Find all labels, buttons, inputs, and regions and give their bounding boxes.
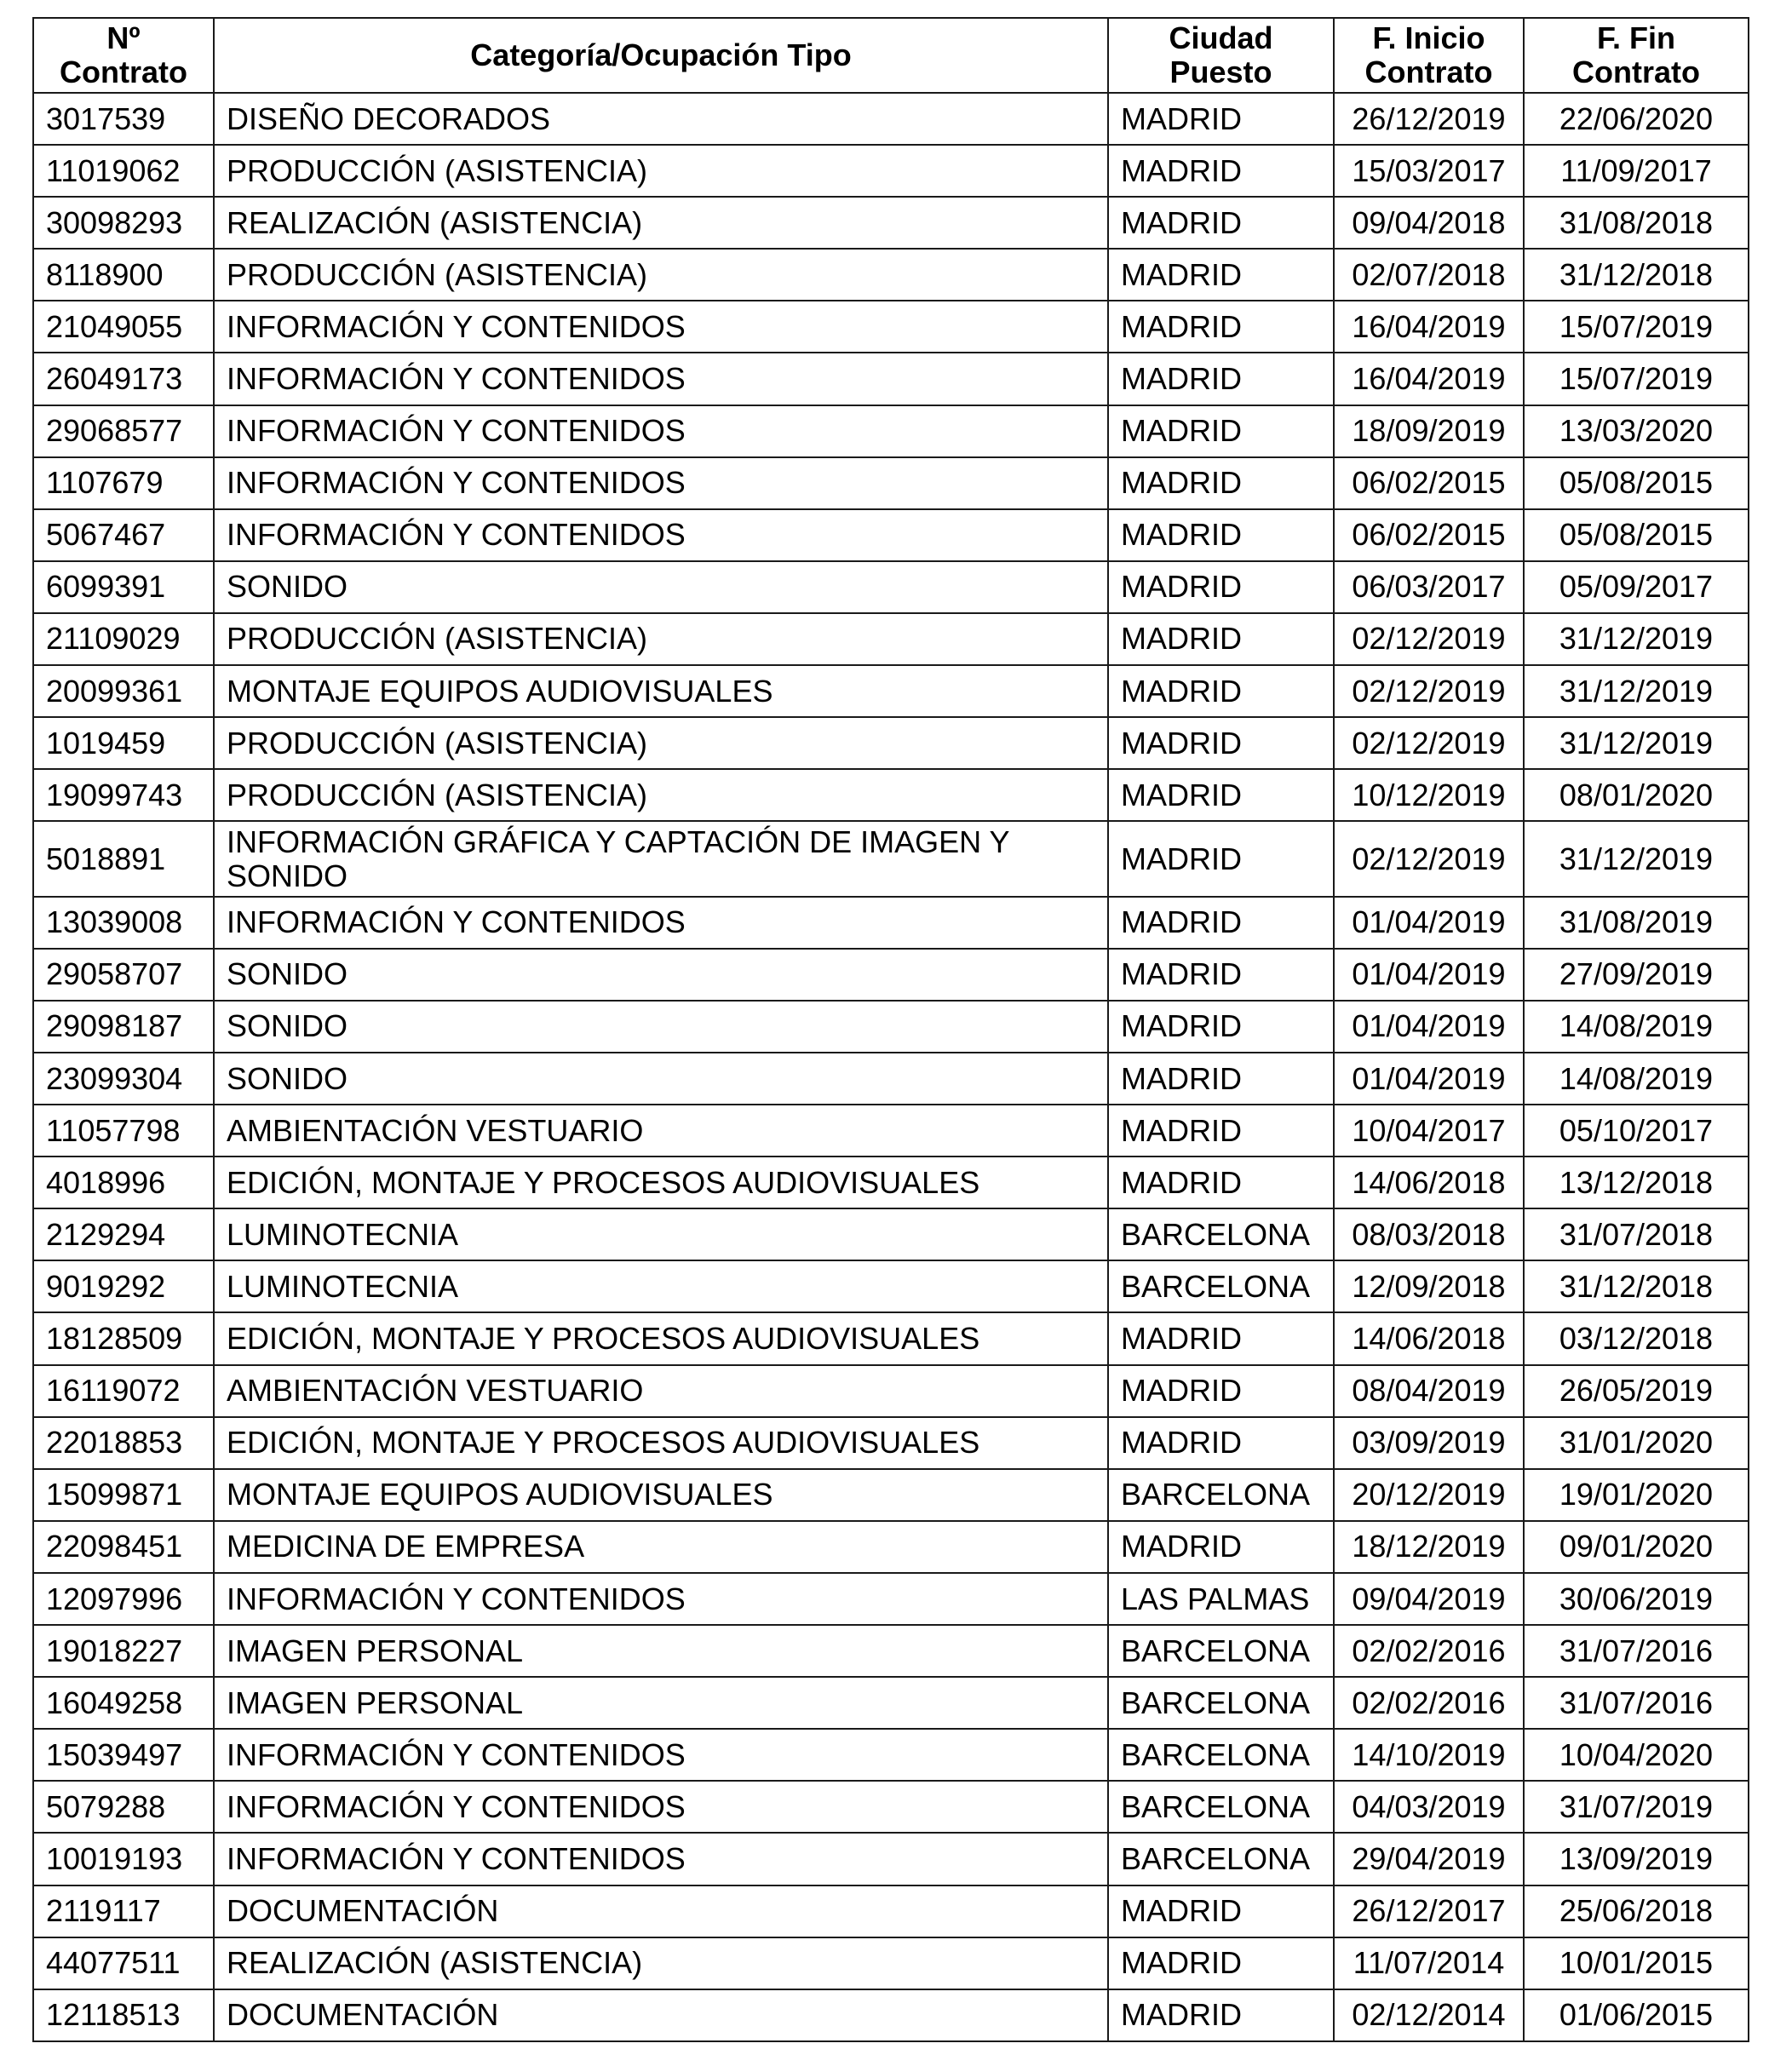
city-cell: MADRID [1108, 897, 1334, 949]
table-row [33, 1312, 1749, 1364]
table-row [33, 353, 1749, 405]
start-date-cell: 02/02/2016 [1334, 1677, 1524, 1729]
category-cell: SONIDO [214, 1001, 1108, 1053]
category-cell: SONIDO [214, 561, 1108, 613]
category-cell: INFORMACIÓN Y CONTENIDOS [214, 457, 1108, 509]
end-date-cell: 31/01/2020 [1524, 1417, 1749, 1469]
city-cell: MADRID [1108, 1989, 1334, 2041]
end-date-cell: 27/09/2019 [1524, 949, 1749, 1001]
category-cell: PRODUCCIÓN (ASISTENCIA) [214, 249, 1108, 301]
header-fin: F. Fin Contrato [1524, 18, 1749, 93]
end-date-cell: 05/09/2017 [1524, 561, 1749, 613]
category-cell: DOCUMENTACIÓN [214, 1885, 1108, 1937]
contracts-table [32, 17, 1749, 2042]
end-date-cell: 10/04/2020 [1524, 1729, 1749, 1781]
city-cell: BARCELONA [1108, 1833, 1334, 1885]
start-date-cell: 01/04/2019 [1334, 897, 1524, 949]
start-date-cell: 06/02/2015 [1334, 457, 1524, 509]
contract-number-cell: 6099391 [33, 561, 214, 613]
contract-number-cell: 44077511 [33, 1937, 214, 1989]
contract-number-cell: 5079288 [33, 1781, 214, 1833]
start-date-cell: 02/12/2019 [1334, 613, 1524, 665]
table-row [33, 1469, 1749, 1521]
category-cell: AMBIENTACIÓN VESTUARIO [214, 1105, 1108, 1157]
city-cell: BARCELONA [1108, 1729, 1334, 1781]
city-cell: MADRID [1108, 249, 1334, 301]
start-date-cell: 01/04/2019 [1334, 1001, 1524, 1053]
contract-number-cell: 2119117 [33, 1885, 214, 1937]
contract-number-cell: 1107679 [33, 457, 214, 509]
category-cell: SONIDO [214, 1053, 1108, 1105]
contract-number-cell: 16049258 [33, 1677, 214, 1729]
table-row [33, 1208, 1749, 1260]
city-cell: MADRID [1108, 613, 1334, 665]
start-date-cell: 08/04/2019 [1334, 1365, 1524, 1417]
start-date-cell: 06/02/2015 [1334, 509, 1524, 561]
table-row [33, 897, 1749, 949]
category-cell: AMBIENTACIÓN VESTUARIO [214, 1365, 1108, 1417]
category-cell: PRODUCCIÓN (ASISTENCIA) [214, 769, 1108, 821]
end-date-cell: 31/08/2019 [1524, 897, 1749, 949]
end-date-cell: 30/06/2019 [1524, 1573, 1749, 1625]
table-row [33, 1365, 1749, 1417]
table-row [33, 1105, 1749, 1157]
city-cell: MADRID [1108, 949, 1334, 1001]
start-date-cell: 18/09/2019 [1334, 405, 1524, 457]
start-date-cell: 15/03/2017 [1334, 145, 1524, 197]
city-cell: MADRID [1108, 821, 1334, 896]
city-cell: MADRID [1108, 1885, 1334, 1937]
start-date-cell: 04/03/2019 [1334, 1781, 1524, 1833]
contract-number-cell: 22098451 [33, 1521, 214, 1573]
end-date-cell: 13/09/2019 [1524, 1833, 1749, 1885]
table-row [33, 197, 1749, 249]
category-cell: INFORMACIÓN Y CONTENIDOS [214, 353, 1108, 405]
contract-number-cell: 15039497 [33, 1729, 214, 1781]
start-date-cell: 02/12/2019 [1334, 665, 1524, 717]
table-row [33, 613, 1749, 665]
city-cell: MADRID [1108, 1365, 1334, 1417]
header-ciudad: Ciudad Puesto [1108, 18, 1334, 93]
contract-number-cell: 29098187 [33, 1001, 214, 1053]
end-date-cell: 31/07/2018 [1524, 1208, 1749, 1260]
start-date-cell: 09/04/2019 [1334, 1573, 1524, 1625]
city-cell: MADRID [1108, 1312, 1334, 1364]
start-date-cell: 02/12/2019 [1334, 717, 1524, 769]
contract-number-cell: 30098293 [33, 197, 214, 249]
end-date-cell: 14/08/2019 [1524, 1053, 1749, 1105]
start-date-cell: 14/10/2019 [1334, 1729, 1524, 1781]
end-date-cell: 31/12/2019 [1524, 717, 1749, 769]
city-cell: MADRID [1108, 561, 1334, 613]
city-cell: MADRID [1108, 457, 1334, 509]
category-cell: SONIDO [214, 949, 1108, 1001]
contract-number-cell: 9019292 [33, 1260, 214, 1312]
table-row [33, 1521, 1749, 1573]
end-date-cell: 15/07/2019 [1524, 301, 1749, 353]
start-date-cell: 03/09/2019 [1334, 1417, 1524, 1469]
contract-number-cell: 29058707 [33, 949, 214, 1001]
table-row [33, 1625, 1749, 1677]
start-date-cell: 12/09/2018 [1334, 1260, 1524, 1312]
category-cell: PRODUCCIÓN (ASISTENCIA) [214, 145, 1108, 197]
table-row [33, 1989, 1749, 2041]
contract-number-cell: 23099304 [33, 1053, 214, 1105]
start-date-cell: 10/04/2017 [1334, 1105, 1524, 1157]
table-row [33, 1937, 1749, 1989]
table-row [33, 717, 1749, 769]
table-row [33, 821, 1749, 896]
city-cell: BARCELONA [1108, 1625, 1334, 1677]
start-date-cell: 09/04/2018 [1334, 197, 1524, 249]
city-cell: MADRID [1108, 301, 1334, 353]
city-cell: BARCELONA [1108, 1208, 1334, 1260]
city-cell: MADRID [1108, 1937, 1334, 1989]
header-categoria: Categoría/Ocupación Tipo [214, 18, 1108, 93]
city-cell: MADRID [1108, 769, 1334, 821]
end-date-cell: 05/08/2015 [1524, 457, 1749, 509]
contract-number-cell: 11019062 [33, 145, 214, 197]
end-date-cell: 22/06/2020 [1524, 93, 1749, 145]
start-date-cell: 29/04/2019 [1334, 1833, 1524, 1885]
contract-number-cell: 5067467 [33, 509, 214, 561]
category-cell: REALIZACIÓN (ASISTENCIA) [214, 1937, 1108, 1989]
end-date-cell: 26/05/2019 [1524, 1365, 1749, 1417]
contract-number-cell: 22018853 [33, 1417, 214, 1469]
category-cell: INFORMACIÓN Y CONTENIDOS [214, 405, 1108, 457]
table-row [33, 1833, 1749, 1885]
city-cell: MADRID [1108, 1157, 1334, 1208]
category-cell: INFORMACIÓN Y CONTENIDOS [214, 1729, 1108, 1781]
city-cell: LAS PALMAS [1108, 1573, 1334, 1625]
contract-number-cell: 20099361 [33, 665, 214, 717]
table-row [33, 1157, 1749, 1208]
city-cell: BARCELONA [1108, 1781, 1334, 1833]
city-cell: MADRID [1108, 1521, 1334, 1573]
category-cell: MONTAJE EQUIPOS AUDIOVISUALES [214, 665, 1108, 717]
header-contrato: Nº Contrato [33, 18, 214, 93]
end-date-cell: 13/03/2020 [1524, 405, 1749, 457]
start-date-cell: 01/04/2019 [1334, 949, 1524, 1001]
city-cell: MADRID [1108, 353, 1334, 405]
table-row [33, 301, 1749, 353]
end-date-cell: 31/12/2019 [1524, 821, 1749, 896]
contract-number-cell: 18128509 [33, 1312, 214, 1364]
start-date-cell: 26/12/2017 [1334, 1885, 1524, 1937]
category-cell: INFORMACIÓN Y CONTENIDOS [214, 301, 1108, 353]
end-date-cell: 03/12/2018 [1524, 1312, 1749, 1364]
city-cell: MADRID [1108, 717, 1334, 769]
table-row [33, 949, 1749, 1001]
end-date-cell: 01/06/2015 [1524, 1989, 1749, 2041]
category-cell: INFORMACIÓN GRÁFICA Y CAPTACIÓN DE IMAGEN Y SONIDO [214, 821, 1108, 896]
category-cell: IMAGEN PERSONAL [214, 1625, 1108, 1677]
category-cell: IMAGEN PERSONAL [214, 1677, 1108, 1729]
category-cell: EDICIÓN, MONTAJE Y PROCESOS AUDIOVISUALES [214, 1312, 1108, 1364]
end-date-cell: 31/07/2019 [1524, 1781, 1749, 1833]
table-row [33, 249, 1749, 301]
city-cell: MADRID [1108, 145, 1334, 197]
city-cell: MADRID [1108, 1105, 1334, 1157]
start-date-cell: 14/06/2018 [1334, 1157, 1524, 1208]
category-cell: INFORMACIÓN Y CONTENIDOS [214, 509, 1108, 561]
city-cell: MADRID [1108, 197, 1334, 249]
city-cell: MADRID [1108, 665, 1334, 717]
contract-number-cell: 26049173 [33, 353, 214, 405]
end-date-cell: 31/12/2019 [1524, 613, 1749, 665]
end-date-cell: 25/06/2018 [1524, 1885, 1749, 1937]
city-cell: MADRID [1108, 1001, 1334, 1053]
start-date-cell: 26/12/2019 [1334, 93, 1524, 145]
start-date-cell: 02/07/2018 [1334, 249, 1524, 301]
start-date-cell: 16/04/2019 [1334, 353, 1524, 405]
end-date-cell: 31/07/2016 [1524, 1625, 1749, 1677]
city-cell: BARCELONA [1108, 1677, 1334, 1729]
category-cell: INFORMACIÓN Y CONTENIDOS [214, 1833, 1108, 1885]
contract-number-cell: 21109029 [33, 613, 214, 665]
city-cell: BARCELONA [1108, 1469, 1334, 1521]
start-date-cell: 02/12/2014 [1334, 1989, 1524, 2041]
contract-number-cell: 29068577 [33, 405, 214, 457]
table-body [33, 93, 1749, 2041]
table-row [33, 145, 1749, 197]
table-row [33, 665, 1749, 717]
end-date-cell: 05/10/2017 [1524, 1105, 1749, 1157]
table-row [33, 1053, 1749, 1105]
contract-number-cell: 16119072 [33, 1365, 214, 1417]
contract-number-cell: 13039008 [33, 897, 214, 949]
category-cell: EDICIÓN, MONTAJE Y PROCESOS AUDIOVISUALES [214, 1157, 1108, 1208]
table-row [33, 1781, 1749, 1833]
contract-number-cell: 4018996 [33, 1157, 214, 1208]
city-cell: MADRID [1108, 405, 1334, 457]
end-date-cell: 31/12/2018 [1524, 249, 1749, 301]
city-cell: MADRID [1108, 1417, 1334, 1469]
table-row [33, 1260, 1749, 1312]
category-cell: MONTAJE EQUIPOS AUDIOVISUALES [214, 1469, 1108, 1521]
city-cell: MADRID [1108, 93, 1334, 145]
header-row [33, 18, 1749, 93]
contract-number-cell: 5018891 [33, 821, 214, 896]
table-row [33, 509, 1749, 561]
table-row [33, 1885, 1749, 1937]
table-row [33, 1001, 1749, 1053]
contract-number-cell: 11057798 [33, 1105, 214, 1157]
contract-number-cell: 19018227 [33, 1625, 214, 1677]
start-date-cell: 02/12/2019 [1334, 821, 1524, 896]
category-cell: DOCUMENTACIÓN [214, 1989, 1108, 2041]
city-cell: MADRID [1108, 1053, 1334, 1105]
contract-number-cell: 3017539 [33, 93, 214, 145]
contract-number-cell: 19099743 [33, 769, 214, 821]
city-cell: MADRID [1108, 509, 1334, 561]
contract-number-cell: 1019459 [33, 717, 214, 769]
category-cell: PRODUCCIÓN (ASISTENCIA) [214, 717, 1108, 769]
category-cell: INFORMACIÓN Y CONTENIDOS [214, 1573, 1108, 1625]
end-date-cell: 31/08/2018 [1524, 197, 1749, 249]
end-date-cell: 13/12/2018 [1524, 1157, 1749, 1208]
start-date-cell: 06/03/2017 [1334, 561, 1524, 613]
contract-number-cell: 12097996 [33, 1573, 214, 1625]
contract-number-cell: 15099871 [33, 1469, 214, 1521]
start-date-cell: 02/02/2016 [1334, 1625, 1524, 1677]
start-date-cell: 10/12/2019 [1334, 769, 1524, 821]
category-cell: LUMINOTECNIA [214, 1260, 1108, 1312]
category-cell: REALIZACIÓN (ASISTENCIA) [214, 197, 1108, 249]
contract-number-cell: 8118900 [33, 249, 214, 301]
end-date-cell: 15/07/2019 [1524, 353, 1749, 405]
table-row [33, 405, 1749, 457]
table-row [33, 1729, 1749, 1781]
header-inicio: F. Inicio Contrato [1334, 18, 1524, 93]
end-date-cell: 31/07/2016 [1524, 1677, 1749, 1729]
contract-number-cell: 2129294 [33, 1208, 214, 1260]
table-row [33, 769, 1749, 821]
start-date-cell: 14/06/2018 [1334, 1312, 1524, 1364]
start-date-cell: 20/12/2019 [1334, 1469, 1524, 1521]
table-row [33, 93, 1749, 145]
table-row [33, 1573, 1749, 1625]
table-row [33, 1417, 1749, 1469]
category-cell: INFORMACIÓN Y CONTENIDOS [214, 897, 1108, 949]
end-date-cell: 08/01/2020 [1524, 769, 1749, 821]
end-date-cell: 05/08/2015 [1524, 509, 1749, 561]
table-header [33, 18, 1749, 93]
end-date-cell: 19/01/2020 [1524, 1469, 1749, 1521]
contract-number-cell: 12118513 [33, 1989, 214, 2041]
start-date-cell: 01/04/2019 [1334, 1053, 1524, 1105]
end-date-cell: 31/12/2019 [1524, 665, 1749, 717]
category-cell: LUMINOTECNIA [214, 1208, 1108, 1260]
table-row [33, 561, 1749, 613]
end-date-cell: 11/09/2017 [1524, 145, 1749, 197]
category-cell: DISEÑO DECORADOS [214, 93, 1108, 145]
category-cell: PRODUCCIÓN (ASISTENCIA) [214, 613, 1108, 665]
contract-number-cell: 21049055 [33, 301, 214, 353]
start-date-cell: 08/03/2018 [1334, 1208, 1524, 1260]
start-date-cell: 18/12/2019 [1334, 1521, 1524, 1573]
category-cell: EDICIÓN, MONTAJE Y PROCESOS AUDIOVISUALES [214, 1417, 1108, 1469]
table-row [33, 1677, 1749, 1729]
end-date-cell: 31/12/2018 [1524, 1260, 1749, 1312]
contract-number-cell: 10019193 [33, 1833, 214, 1885]
start-date-cell: 11/07/2014 [1334, 1937, 1524, 1989]
end-date-cell: 09/01/2020 [1524, 1521, 1749, 1573]
table-row [33, 457, 1749, 509]
city-cell: BARCELONA [1108, 1260, 1334, 1312]
end-date-cell: 14/08/2019 [1524, 1001, 1749, 1053]
end-date-cell: 10/01/2015 [1524, 1937, 1749, 1989]
category-cell: INFORMACIÓN Y CONTENIDOS [214, 1781, 1108, 1833]
start-date-cell: 16/04/2019 [1334, 301, 1524, 353]
category-cell: MEDICINA DE EMPRESA [214, 1521, 1108, 1573]
